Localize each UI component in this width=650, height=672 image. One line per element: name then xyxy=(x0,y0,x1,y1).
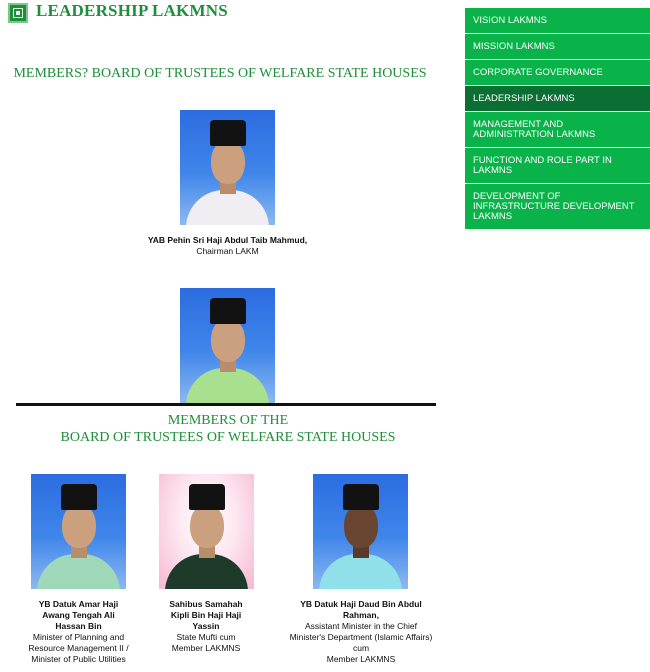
member-caption-1 xyxy=(6,599,151,665)
members-heading-line1: MEMBERS OF THE xyxy=(167,413,289,428)
member-photo-3 xyxy=(313,474,408,589)
chairman-caption xyxy=(110,235,345,257)
member-1-name-line-2: Awang Tengah Ali xyxy=(42,610,115,620)
member-2-role-line-2: Member LAKMNS xyxy=(171,643,241,653)
member-3-role-line-4: Member LAKMNS xyxy=(326,654,396,664)
side-nav xyxy=(465,8,650,230)
nav-item-management-administration[interactable]: MANAGEMENT AND ADMINISTRATION LAKMNS xyxy=(465,112,650,148)
member-3-name-line-2: Rahman, xyxy=(343,610,379,620)
member-2-name-line-2: Kipli Bin Haji Haji xyxy=(170,610,242,620)
chairman-name: YAB Pehin Sri Haji Abdul Taib Mahmud, xyxy=(147,235,308,245)
member-1-role-line-3: Minister of Public Utilities xyxy=(31,654,126,664)
member-1-name-line-3: Hassan Bin xyxy=(55,621,102,631)
member-photo-1 xyxy=(31,474,126,589)
deputy-photo xyxy=(180,288,275,403)
section-divider xyxy=(16,403,436,406)
nav-item-vision[interactable]: VISION LAKMNS xyxy=(465,8,650,34)
nav-item-mission[interactable]: MISSION LAKMNS xyxy=(465,34,650,60)
member-photo-2 xyxy=(159,474,254,589)
member-3-role-line-1: Assistant Minister in the Chief xyxy=(305,621,417,631)
member-2-name-line-3: Yassin xyxy=(192,621,220,631)
page-title: LEADERSHIP LAKMNS xyxy=(36,1,228,20)
member-1-name-line-1: YB Datuk Amar Haji xyxy=(38,599,119,609)
member-1-role-line-2: Resource Management II / xyxy=(28,643,129,653)
section-heading-members xyxy=(8,412,448,446)
nav-item-infrastructure-development[interactable]: DEVELOPMENT OF INFRASTRUCTURE DEVELOPMENT LAKMNS xyxy=(465,184,650,230)
member-1-role-line-1: Minister of Planning and xyxy=(32,632,125,642)
member-3-role-line-2: Minister's Department (Islamic Affairs) xyxy=(289,632,433,642)
member-2-name-line-1: Sahibus Samahah xyxy=(169,599,243,609)
section-heading-trustees: MEMBERS? BOARD OF TRUSTEES OF WELFARE STATE HOUSES xyxy=(13,66,427,81)
member-3-name-line-1: YB Datuk Haji Daud Bin Abdul xyxy=(300,599,422,609)
nav-item-function-role[interactable]: FUNCTION AND ROLE PART IN LAKMNS xyxy=(465,148,650,184)
member-caption-3 xyxy=(268,599,454,665)
chairman-role: Chairman LAKM xyxy=(196,246,259,256)
member-2-role-line-1: State Mufti cum xyxy=(176,632,236,642)
member-caption-2 xyxy=(146,599,266,654)
lakmns-logo-icon xyxy=(8,3,28,23)
nav-item-corporate-governance[interactable]: CORPORATE GOVERNANCE xyxy=(465,60,650,86)
chairman-photo xyxy=(180,110,275,225)
member-3-role-line-3: cum xyxy=(352,643,370,653)
members-heading-line2: BOARD OF TRUSTEES OF WELFARE STATE HOUSES xyxy=(60,430,396,445)
nav-item-leadership[interactable]: LEADERSHIP LAKMNS xyxy=(465,86,650,112)
